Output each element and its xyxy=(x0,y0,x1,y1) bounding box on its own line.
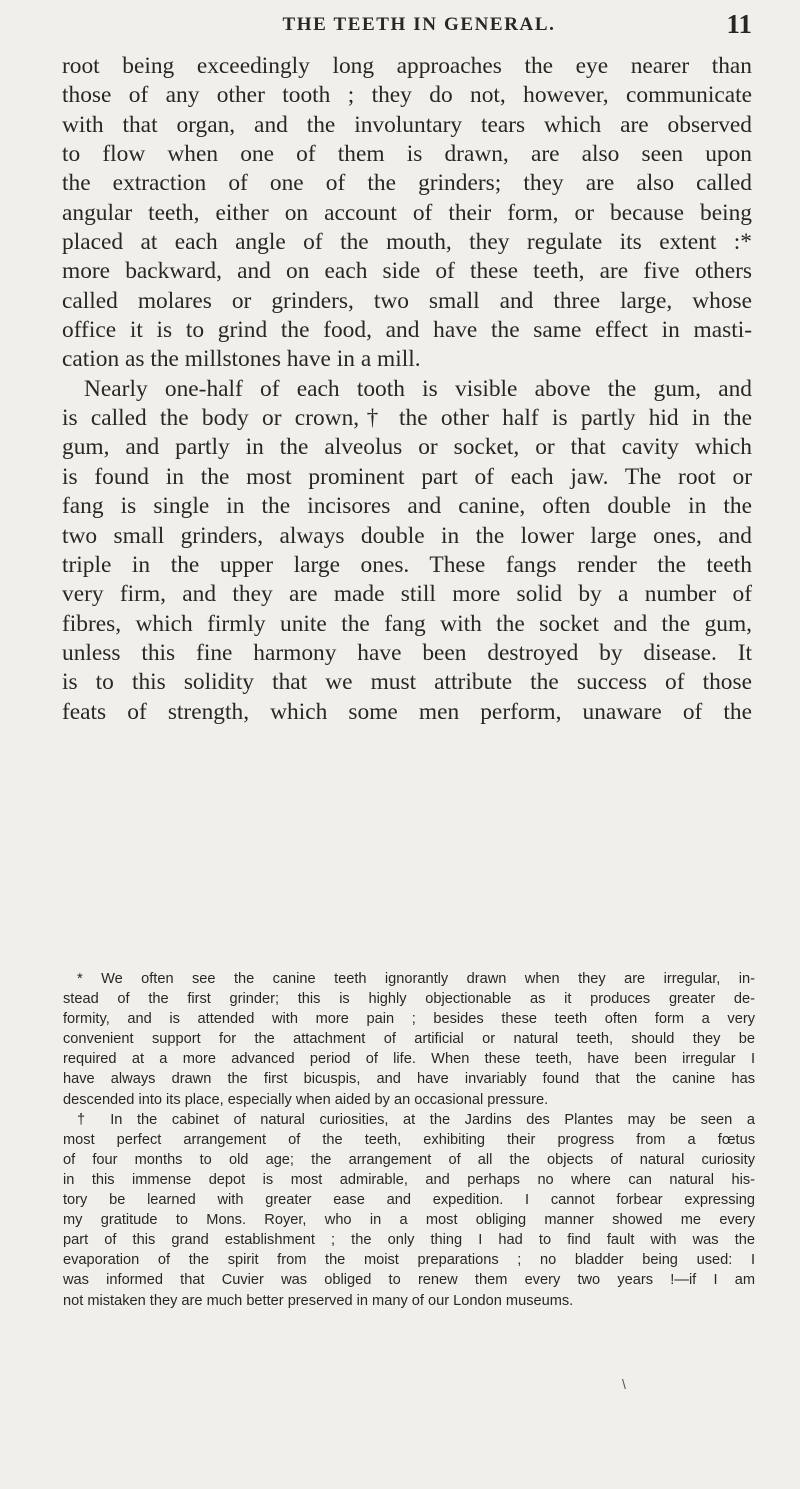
footnote-line: evaporation of the spirit from the moist preparations ; no bladder being used: I xyxy=(63,1252,755,1269)
body-line: Nearly one-half of each tooth is visible above the gum, and xyxy=(84,375,752,402)
body-line: triple in the upper large ones. These fangs render the teeth xyxy=(62,551,752,578)
running-title: THE TEETH IN GENERAL. xyxy=(282,14,556,35)
footnote-line: tory be learned with greater ease and expedition. I cannot forbear expressing xyxy=(63,1192,755,1209)
body-line: placed at each angle of the mouth, they regulate its extent :* xyxy=(62,229,752,256)
body-line: to flow when one of them is drawn, are also seen upon xyxy=(62,141,752,168)
footnote-line: required at a more advanced period of life. When these teeth, have been irregular I xyxy=(63,1051,755,1068)
footnote-line: † In the cabinet of natural curiosities, at the Jardins des Plantes may be seen a xyxy=(77,1111,755,1128)
footnote-line: formity, and is attended with more pain ; besides these teeth often form a very xyxy=(63,1011,755,1028)
body-line: feats of strength, which some men perform, unaware of the xyxy=(62,698,752,725)
footnote-line: have always drawn the first bicuspis, and have invariably found that the canine has xyxy=(63,1071,755,1088)
body-line: more backward, and on each side of these teeth, are five others xyxy=(62,258,752,285)
footnote-line: was informed that Cuvier was obliged to renew them every two years !—if I am xyxy=(63,1272,755,1289)
body-line: very firm, and they are made still more solid by a number of xyxy=(62,581,752,608)
body-line: cation as the millstones have in a mill. xyxy=(62,346,421,373)
body-line: with that organ, and the involuntary tears which are observed xyxy=(62,111,752,138)
page-number: 11 xyxy=(726,9,752,39)
running-head xyxy=(62,8,762,42)
body-text xyxy=(62,52,752,727)
body-line: angular teeth, either on account of their form, or because being xyxy=(62,199,752,226)
footnote-line: not mistaken they are much better preserved in many of our London museums. xyxy=(63,1292,574,1309)
stray-mark: \ xyxy=(622,1376,626,1392)
body-line: office it is to grind the food, and have the same effect in masti- xyxy=(62,317,752,344)
footnote-line: my gratitude to Mons. Royer, who in a most obliging manner showed me every xyxy=(63,1212,755,1229)
footnote-line: convenient support for the attachment of artificial or natural teeth, should they be xyxy=(63,1031,755,1048)
body-line: fang is single in the incisores and canine, often double in the xyxy=(62,493,752,520)
body-line: is found in the most prominent part of each jaw. The root or xyxy=(62,463,752,490)
body-line: two small grinders, always double in the lower large ones, and xyxy=(62,522,752,549)
body-line: root being exceedingly long approaches the eye nearer than xyxy=(62,53,752,79)
footnote-line: part of this grand establishment ; the only thing I had to find fault with was the xyxy=(63,1232,755,1249)
footnote-line: of four months to old age; the arrangement of all the objects of natural curiosity xyxy=(63,1151,755,1168)
footnote-line: * We often see the canine teeth ignorantly drawn when they are irregular, in- xyxy=(77,971,755,987)
footnote-line: in this immense depot is most admirable, and perhaps no where can natural his- xyxy=(63,1171,755,1188)
footnote-line: stead of the first grinder; this is highly objectionable as it produces greater de- xyxy=(63,991,755,1008)
body-line: unless this fine harmony have been destroyed by disease. It xyxy=(62,639,752,666)
footnote-line: most perfect arrangement of the teeth, exhibiting their progress from a fœtus xyxy=(63,1131,755,1148)
body-line: fibres, which firmly unite the fang with the socket and the gum, xyxy=(62,610,752,637)
body-line: gum, and partly in the alveolus or socket, or that cavity which xyxy=(62,434,752,461)
body-line: the extraction of one of the grinders; they are also called xyxy=(62,170,752,197)
body-line: called molares or grinders, two small and three large, whose xyxy=(62,287,752,314)
footnote-line: descended into its place, especially when aided by an occasional pressure. xyxy=(63,1091,549,1108)
body-line: is to this solidity that we must attribute the success of those xyxy=(62,669,752,696)
body-line: is called the body or crown,† the other half is partly hid in the xyxy=(62,405,752,432)
body-line: those of any other tooth ; they do not, however, communicate xyxy=(62,82,752,109)
footnotes xyxy=(63,969,755,1311)
